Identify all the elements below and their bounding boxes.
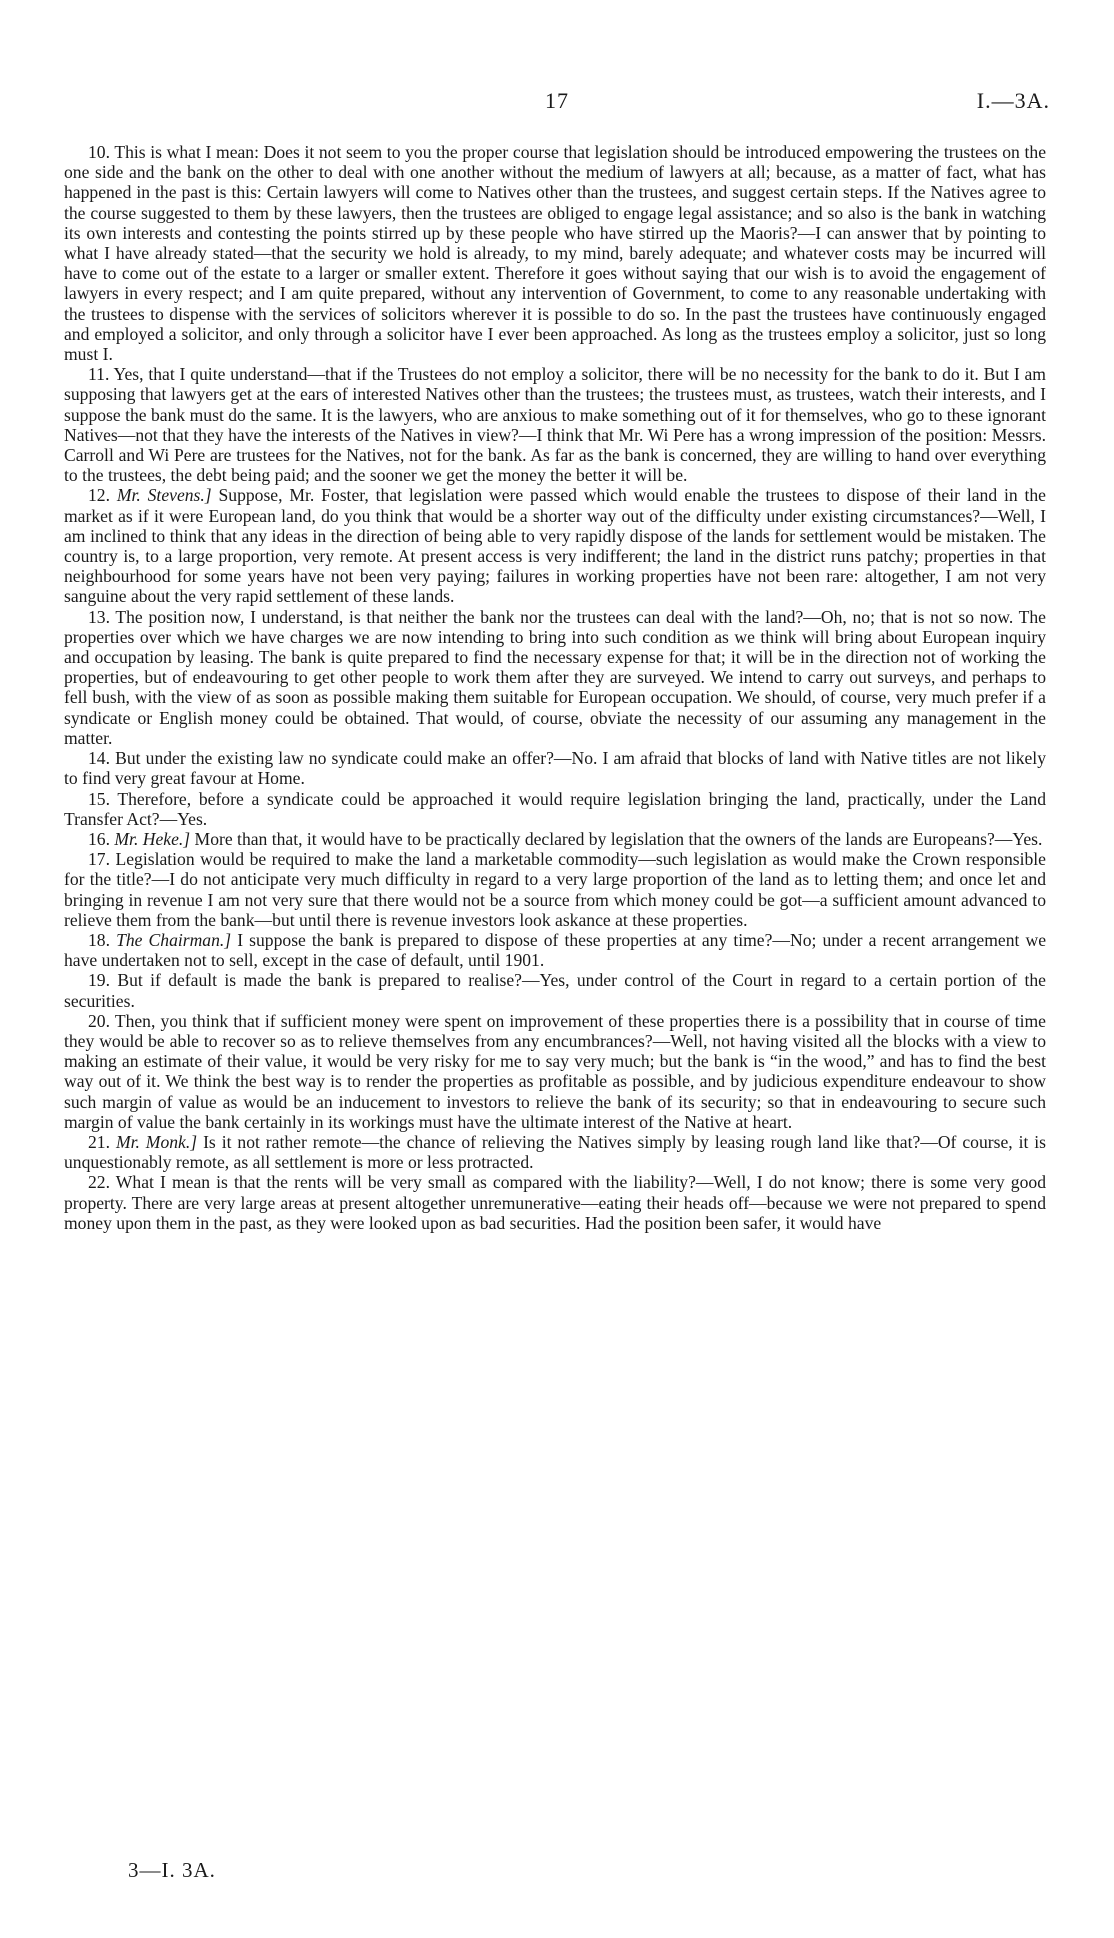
paragraph-text: Therefore, before a syndicate could be approached it would require legislation bringing the land, practically, under the Land Transfer Act?—Yes. — [64, 788, 1046, 829]
paragraph-text: More than that, it would have to be practically declared by legislation that the owners of the lands are Europeans?—Yes. — [194, 828, 1043, 849]
paragraph-13 — [64, 1172, 1046, 1233]
paragraph-text: I suppose the bank is prepared to dispose of these properties at any time?—No; under a recent arrangement we have undertaken not to sell, except in the case of default, until 1901. — [64, 929, 1046, 971]
paragraph-number: 19. — [88, 970, 110, 991]
paragraph-9 — [64, 930, 1046, 970]
paragraph-8 — [64, 849, 1046, 930]
paragraph-text: Then, you think that if sufficient money were spent on improvement of these properties there is a possibility that in course of time they would be able to recover so as to relieve themselves from any encumbrances?—Well, not having visited all the blocks with a view to making an estimate of their value, it would be very risky for me to say very much; but the bank is “in the wood,” and has to find the best way out of it. We think the best way is to render the properties as profitable as possible, and by judicious expenditure endeavour to show such margin of value as would be an inducement to investors to relieve the bank of its security; so that in endeavouring to secure such margin of value the bank certainly in its workings must have the ultimate interest of the Native at heart. — [64, 1010, 1046, 1132]
paragraph-number: 16. — [88, 828, 110, 849]
paragraph-6 — [64, 789, 1046, 829]
paragraph-text: This is what I mean: Does it not seem to you the proper course that legislation should be introduced empowering the trustees on the one side and the bank on the other to deal with one another without the medium of lawyers at all; because, as a matter of fact, what has happened in the past is this: Certain lawyers will come to Natives other than the trustees, and suggest certain steps. If the Natives agree to the course suggested to them by these lawyers, then the trustees are obliged to engage legal assistance; and so also is the bank in watching its own interests and contesting the points stirred up by these people who have stirred up the Maoris?—I can answer that by pointing to what I have already stated—that the security we hold is already, to my mind, barely adequate; and whatever costs may be incurred will have to come out of the estate to a larger or smaller extent. Therefore it goes without saying that our wish is to avoid the engagement of lawyers in every respect; and I am quite prepared, without any intervention of Government, to come to any reasonable undertaking with the trustees to dispense with the services of solicitors wherever it is possible to do so. In the past the trustees have continuously engaged and employed a solicitor, and only through a solicitor have I ever been approached. As long as the trustees employ a solicitor, just so long must I. — [64, 142, 1046, 365]
page-number: 17 — [545, 88, 569, 113]
paragraph-7 — [64, 829, 1046, 849]
paragraph-number: 15. — [88, 788, 110, 809]
paragraph-text: But under the existing law no syndicate could make an offer?—No. I am afraid that blocks of land with Native titles are not likely to find very great favour at Home. — [64, 748, 1046, 789]
paragraph-number: 11. — [88, 364, 110, 385]
paragraph-text: Is it not rather remote—the chance of relieving the Natives simply by leasing rough land like that?—Of course, it is unquestionably remote, as all settlement is more or less protracted. — [64, 1131, 1047, 1173]
paragraph-number: 12. — [88, 485, 110, 506]
paragraph-text: Suppose, Mr. Foster, that legislation were passed which would enable the trustees to dispose of their land in the market as if it were European land, do you think that would be a shorter way out of the difficulty under existing circumstances?—Well, I am inclined to think that any ideas in the direction of being able to very rapidly dispose of the lands for settlement would be mistaken. The country is, to a large proportion, very remote. At present access is very indifferent; the land in the district runs patchy; properties in that neighbourhood for some years have not been very paying; failures in working properties have not been rare: altogether, I am not very sanguine about the very rapid settlement of these lands. — [64, 485, 1046, 607]
paragraph-number: 22. — [88, 1172, 110, 1193]
paragraph-text: Legislation would be required to make the land a marketable commodity—such legislation as would make the Crown responsible for the title?—I do not anticipate very much difficulty in regard to a very large proportion of the land as to letting them; and once let and bringing in revenue I am not very sure that there would not be a source from which money could be got—a sufficient amount advanced to relieve them from the bank—but until there is revenue investors look askance at these properties. — [64, 849, 1046, 930]
speaker-name: The Chairman.] — [116, 929, 232, 950]
paragraph-text: But if default is made the bank is prepared to realise?—Yes, under control of the Court in regard to a certain portion of the securities. — [64, 970, 1046, 1011]
speaker-name: Mr. Monk.] — [115, 1131, 198, 1152]
paragraph-4 — [64, 607, 1046, 748]
paragraph-10 — [64, 970, 1046, 1010]
paragraph-text: Yes, that I quite understand—that if the Trustees do not employ a solicitor, there will be no necessity for the bank to do it. But I am supposing that lawyers get at the ears of interested Natives other than the trustees; the trustees must, as trustees, watch their interests, and I suppose the bank must do the same. It is the lawyers, who are anxious to make something out of it for themselves, who go to these ignorant Natives—not that they have the interests of the Natives in view?—I think that Mr. Wi Pere has a wrong impression of the position: Messrs. Carroll and Wi Pere are trustees for the Natives, not for the bank. As far as the bank is concerned, they are willing to hand over everything to the trustees, the debt being paid; and the sooner we get the money the better it will be. — [64, 364, 1046, 486]
paragraph-2 — [64, 364, 1046, 485]
paragraph-number: 10. — [88, 142, 110, 162]
paragraph-11 — [64, 1011, 1046, 1132]
paragraph-5 — [64, 748, 1046, 788]
paragraph-number: 18. — [88, 929, 110, 950]
speaker-name: Mr. Heke.] — [114, 828, 191, 849]
body-text — [64, 142, 1046, 1233]
paragraph-3 — [64, 485, 1046, 606]
paragraph-number: 14. — [88, 748, 110, 769]
paragraph-number: 21. — [88, 1131, 110, 1152]
speaker-name: Mr. Stevens.] — [116, 485, 212, 506]
paragraph-12 — [64, 1132, 1046, 1172]
paragraph-number: 20. — [88, 1010, 110, 1031]
paragraph-number: 13. — [88, 606, 110, 627]
paragraph-1 — [64, 142, 1046, 364]
paragraph-text: What I mean is that the rents will be very small as compared with the liability?—Well, I do not know; there is some very good property. There are very large areas at present altogether unremunerative—eating their heads off—because we were not prepared to spend money upon them in the past, as they were looked upon as bad securities. Had the position been safer, it would have — [64, 1172, 1046, 1233]
paragraph-text: The position now, I understand, is that neither the bank nor the trustees can deal with the land?—Oh, no; that is not so now. The properties over which we have charges we are now intending to bring into such condition as we think will bring about European inquiry and occupation by leasing. The bank is quite prepared to find the necessary expense for that; it will be in the direction not of working the properties, but of endeavouring to get other people to work them after they are surveyed. We intend to carry out surveys, and perhaps to fell bush, with the view of as soon as possible making them suitable for European occupation. We should, of course, very much prefer if a syndicate or English money could be obtained. That would, of course, obviate the necessity of our assuming any management in the matter. — [64, 606, 1046, 748]
printer-signature: 3—I. 3A. — [128, 1858, 216, 1882]
document-reference: I.—3A. — [976, 88, 1050, 113]
paragraph-number: 17. — [88, 849, 110, 870]
